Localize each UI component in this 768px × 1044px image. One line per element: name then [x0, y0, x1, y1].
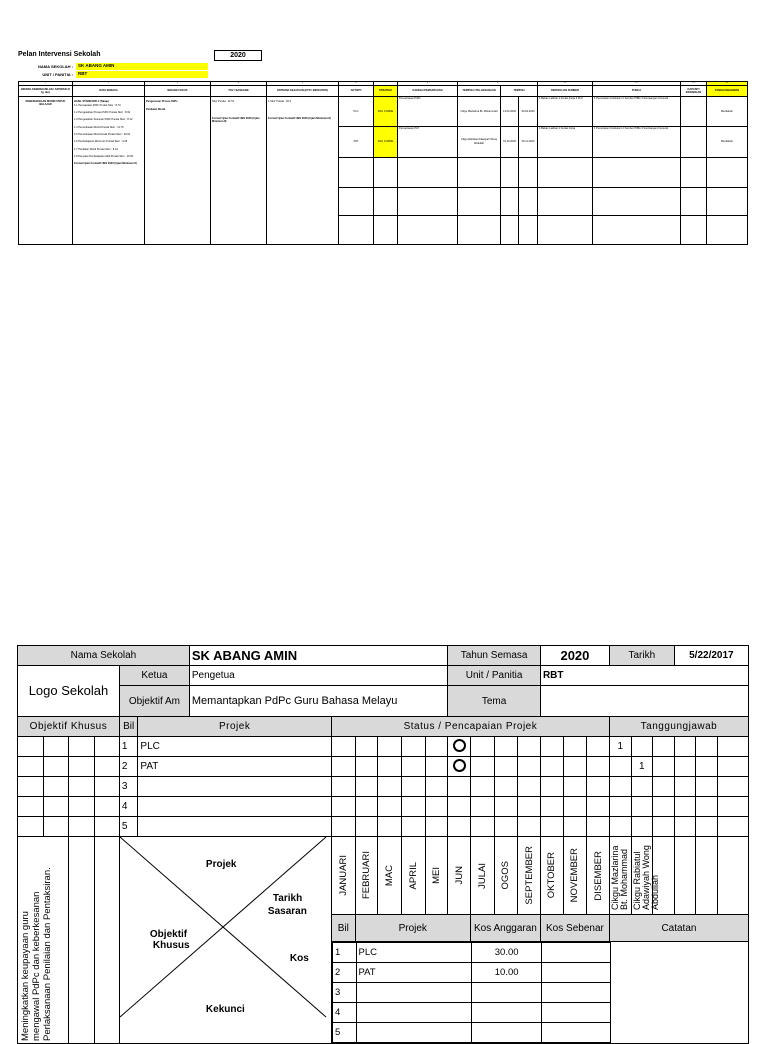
diagram-tarikh: Tarikh: [272, 893, 303, 904]
month-label: OKTOBER: [546, 852, 558, 899]
cost-projek-header: Projek: [355, 915, 470, 942]
table-row: PAT DIGI CORDE Pemantauan PAT Cikgu Rabiatul Adawiyah Wong Abdullah 01.10.2020 30.11.2020 1 Bahan Latihan 2 Kertas Kerja 1 Peruntukan Kurikulum 2 Sumber PIBG 3 Sumbangan Komuniti Bendahari: [19, 127, 748, 158]
header-row: BIDANG KEBERHASILAN / ASPIRASI (5 fg. ibu) DATA SEMASA BIDANG FOKUS TOV / BASELINE KRITERIA KEJAYAAN (ETR / INDIKATOR) AKTIVITI STRATEGI KAEDAH PEMANTAUAN TEMPOH / PELAKSANAAN TEMPOH KEPERLUAN SUMBER PUNCA KAPASITI KEWANGAN TANGGUNGJAWAB: [19, 86, 748, 96]
tema-label: Tema: [448, 686, 541, 717]
cost-table-cell: [331, 942, 748, 1044]
month-row: [18, 837, 749, 915]
bil-header: Bil: [119, 717, 138, 737]
circle-icon: [453, 739, 466, 752]
sheet1-school-value: SK ABANG AMIN: [76, 63, 208, 70]
project-row: 3: [18, 777, 749, 797]
header-row: [18, 646, 749, 666]
objektif-khusus-header: Objektif Khusus: [18, 717, 120, 737]
projek-diagram: [119, 837, 331, 1044]
objektif-am-value: Memantapkan PdPc Guru Bahasa Melayu: [189, 686, 447, 717]
projek-header: Projek: [138, 717, 332, 737]
column-number-row: 1 2 3 4 5 6 7 8 9 11 12 13 14: [19, 82, 748, 86]
month-label: JULAI: [476, 862, 488, 889]
diagram-kos: Kos: [289, 953, 309, 964]
cost-table: [332, 942, 748, 1043]
year-value: 2020: [540, 646, 609, 666]
status-marker: [448, 737, 471, 757]
diagram-khusus: Khusus: [152, 940, 190, 951]
month-label: JUN: [453, 866, 465, 885]
circle-icon: [453, 759, 466, 772]
tanggungjawab-header: Tanggungjawab: [609, 717, 748, 737]
status-header: Status / Pencapaian Projek: [331, 717, 609, 737]
cost-row: 2 PAT 10.00: [332, 963, 747, 983]
project-name: PAT: [138, 757, 332, 777]
project-row: 2 PAT 1: [18, 757, 749, 777]
cost-row: 4: [332, 1003, 747, 1023]
month-label: DISEMBER: [592, 850, 604, 901]
table-row: KEBERHASILAN MURID UNTUK BELAJAR HASIL STANDARD 4 (Tahap) 1.1 Pencapaian PdPc Purata Skor : 8.73 1.2 Pengesahan Proses PdPc Purata Skor : 8.62 1.3 Pengesahan Susunan PdPc Purata Skor : 8.12 1.4 Pemeriksaan Murid Purata Skor : 11.75 1.5 Pemeriksaan Murid Hasil Purata Skor : 20.61 1.6 Pembelajaran Minimum Purata Skor : 4.18 1.7 Penilaian Murid Purata Skor : 8.41 1.8 Penyata Pembelajaran Aktif Purata Skor : 15.81 Format Ujian Formatif UBS 2020 (Ujian Minimum 8) Pengurusan Proses PdPc Penilaian Murid Skor Purata : 11.51 Format Ujian Formatif UBS 2020 (Ujian Minimum 8) 1 Skor Purata : 20.2 Format Ujian Formatif UBS 2020 (Ujian Minimum 8) PLC DIGI CORDE Pemantauan PdPc Cikgu Mazlarina Bt. Mohammad 14.04.2020 30.04.2020 1 Bahan Latihan 2 Kertas Kerja 3 PLC 1 Peruntukan Kurikulum 2 Sumber PIBG 3 Sumbangan Komuniti Bendahari: [19, 96, 748, 127]
unit-label: Unit / Panitia: [448, 666, 541, 686]
year-label: Tahun Semasa: [448, 646, 541, 666]
tema-value: [540, 686, 748, 717]
cost-row: 3: [332, 983, 747, 1003]
sheet1-unit-value: RBT: [76, 71, 208, 78]
cost-row: 1 PLC 30.00: [332, 943, 747, 963]
ketua-value: Pengetua: [189, 666, 447, 686]
date-label: Tarikh: [609, 646, 674, 666]
month-label: MEI: [430, 867, 442, 884]
cost-bil-header: Bil: [331, 915, 355, 942]
unit-value: RBT: [540, 666, 748, 686]
project-card-table: [17, 645, 749, 1044]
sheet1-school-label: NAMA SEKOLAH :: [38, 64, 73, 69]
month-label: MAC: [384, 864, 396, 887]
diagram-objektif: Objektif: [149, 929, 188, 940]
intervention-plan-table: [18, 81, 748, 245]
project-name: PLC: [138, 737, 332, 757]
month-label: JANUARI: [337, 855, 349, 896]
school-name: SK ABANG AMIN: [189, 646, 447, 666]
diagram-projek: Projek: [205, 859, 237, 870]
catatan-header: Catatan: [609, 915, 748, 942]
diagram-kekunci: Kekunci: [205, 1004, 245, 1015]
objektif-am-label: Objektif Am: [119, 686, 189, 717]
project-row: 4: [18, 797, 749, 817]
school-name-label: Nama Sekolah: [18, 646, 190, 666]
month-label: APRIL: [407, 861, 419, 890]
kos-anggaran-header: Kos Anggaran: [470, 915, 540, 942]
month-label: OGOS: [500, 861, 512, 890]
kos-sebenar-header: Kos Sebenar: [540, 915, 609, 942]
status-marker: [448, 757, 471, 777]
cost-row: 5: [332, 1023, 747, 1043]
data-semasa-cell: HASIL STANDARD 4 (Tahap) 1.1 Pencapaian PdPc Purata Skor : 8.73 1.2 Pengesahan Proses PdPc Purata Skor : 8.62 1.3 Pengesahan Susunan PdPc Purata Skor : 8.12 1.4 Pemeriksaan Murid Purata Skor : 11.75 1.5 Pemeriksaan Murid Hasil Purata Skor : 20.61 1.6 Pembelajaran Minimum Purata Skor : 4.18 1.7 Penilaian Murid Purata Skor : 8.41 1.8 Penyata Pembelajaran Aktif Purata Skor : 15.81 Format Ujian Formatif UBS 2020 (Ujian Minimum 8): [73, 96, 145, 244]
month-label: NOVEMBER: [569, 848, 581, 903]
project-row: 1 PLC 1: [18, 737, 749, 757]
person-1: Cikgu Mazlarina Bt. Mohammad: [609, 845, 629, 910]
person-2: Cikgu Rabiatul Adawiyah Wong Abdullah: [631, 845, 660, 910]
diagram-sasaran: Sasaran: [267, 906, 307, 917]
logo-placeholder: Logo Sekolah: [18, 666, 120, 717]
sheet1-unit-label: UNIT / PANITIA :: [42, 72, 73, 77]
ketua-label: Ketua: [119, 666, 189, 686]
date-value: 5/22/2017: [674, 646, 748, 666]
sheet1-year: 2020: [214, 50, 262, 61]
sheet1-title: Pelan Intervensi Sekolah: [18, 51, 101, 58]
objektif-khusus-vertical: Meningkatkan keupayaan guru mengawal PdPc dan keberkesanan Perlaksanaan Penilaian dan Pentaksiran.: [18, 837, 69, 1044]
month-label: FEBRUARI: [360, 851, 372, 900]
month-label: SEPTEMBER: [523, 846, 535, 905]
project-row: 5: [18, 817, 749, 837]
